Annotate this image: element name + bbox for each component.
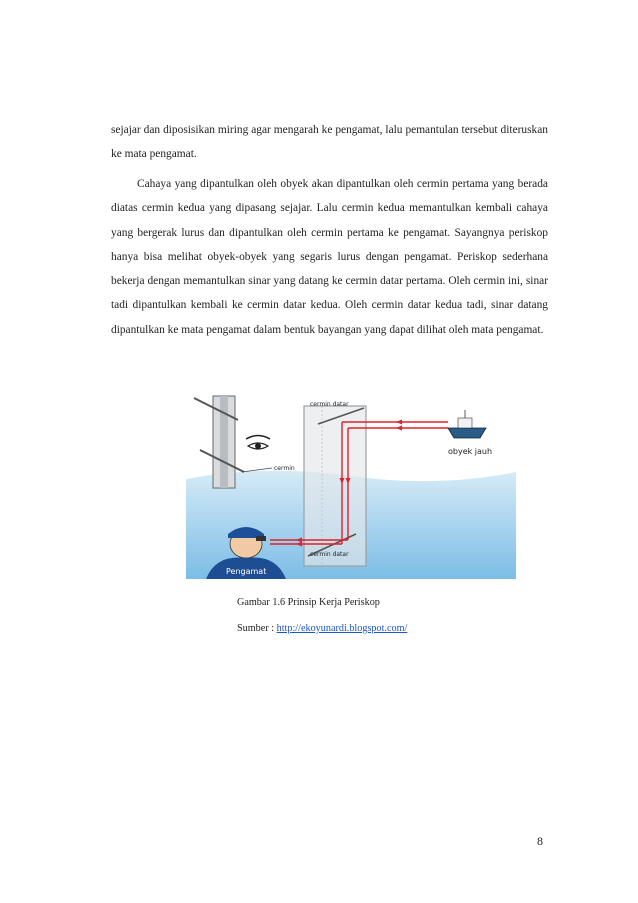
page-number: 8 <box>537 834 543 848</box>
source-label: Sumber : <box>237 623 277 634</box>
label-obyek: obyek jauh <box>448 447 493 456</box>
large-periscope <box>304 406 366 566</box>
source-link[interactable]: http://ekoyunardi.blogspot.com/ <box>276 623 408 634</box>
label-cermin-bottom: cermin datar <box>310 551 349 558</box>
figure-caption: Gambar 1.6 Prinsip Kerja Periskop <box>237 597 380 608</box>
label-pengamat: Pengamat <box>226 567 267 576</box>
paragraph-block <box>111 172 548 342</box>
label-cermin-top: cermin datar <box>310 401 349 408</box>
label-cermin-left: cermin <box>274 465 295 472</box>
paragraph-1: sejajar dan diposisikan miring agar mengarah ke pengamat, lalu pemantulan tersebut diteruskan ke mata pengamat. <box>111 124 548 161</box>
figure-source <box>237 623 407 634</box>
periscope-figure <box>186 384 516 579</box>
paragraph-continued <box>111 118 548 167</box>
paragraph-2: Cahaya yang dipantulkan oleh obyek akan dipantulkan oleh cermin pertama yang berada diatas cermin kedua yang dipasang sejajar. Lalu cermin kedua memantulkan kembali cahaya yang bergerak lurus dan dipantulkan oleh cermin pertama ke pengamat. Sayangnya periskop hanya bisa melihat obyek-obyek yang segaris lurus dengan pengamat. Periskop sederhana bekerja dengan memantulkan sinar yang datang ke cermin datar pertama. Oleh cermin ini, sinar tadi dipantulkan kembali ke cermin datar kedua. Oleh cermin datar kedua tadi, sinar datang dipantulkan ke mata pengamat dalam bentuk bayangan yang dapat dilihat oleh mata pengamat. <box>111 178 548 336</box>
